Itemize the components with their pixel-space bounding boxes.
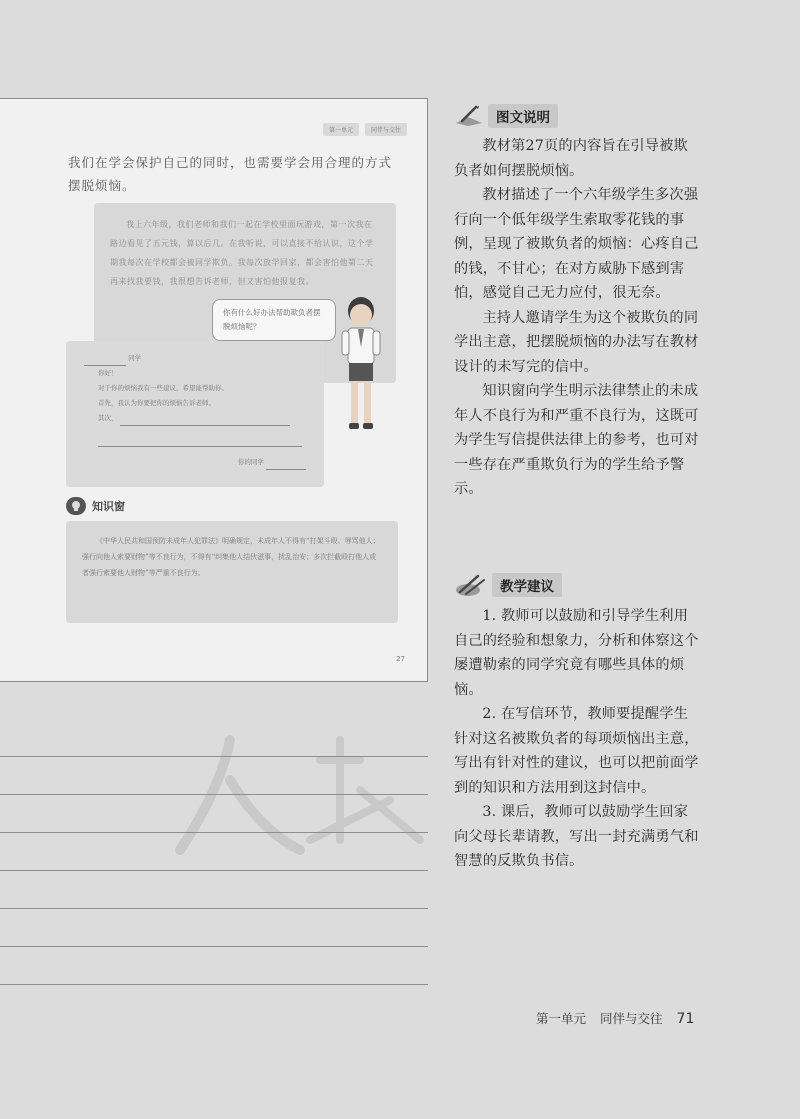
signature-blank [266,469,306,470]
knowledge-window-text: 《中华人民共和国预防未成年人犯罪法》明确规定，未成年人不得有“打架斗殴、辱骂他人；强行向他人索要财物”等不良行为，不得有“纠集他人结伙滋事，扰乱治安；多次拦截殴打他人或者强行索要他人财物”等严重不良行为。 [82,537,380,577]
section-1-paragraph: 教材第27页的内容旨在引导被欺负者如何摆脱烦恼。 [454,138,688,179]
textbook-page-number: 27 [396,655,405,663]
textbook-story-text: 我上六年级，我们老师和我们一起在学校里面玩游戏，第一次我在路边看见了五元钱，算以后几。在我听说，可以直接不给认识，这个学期我每次在学校都会被同学欺负。我每次放学回家，都会害怕他第二天再来找我要钱，我很想告诉老师，但又害怕他报复我。 [110,220,374,286]
section-teaching-suggestions [454,572,700,874]
section-2-title: 教学建议 [492,573,562,597]
note-line [0,946,428,984]
note-line [0,756,428,794]
textbook-intro: 我们在学会保护自己的同时，也需要学会用合理的方式摆脱烦恼。 [68,155,393,193]
section-1-paragraph: 知识窗向学生明示法律禁止的未成年人不良行为和严重不良行为，这既可为学生写信提供法律上的参考，也可对一些存在严重欺负行为的学生给予警示。 [454,383,699,497]
writing-blank [120,425,290,426]
letter-line-1: 对于你的烦恼我有一些建议，希望能帮助你。 [98,384,228,392]
textbook-topic-tag: 同伴与交往 [365,123,407,136]
textbook-header [323,123,407,136]
pen-book-icon [454,105,484,127]
section-1-heading [454,104,700,128]
note-lines [0,756,428,1022]
textbook-unit-tag: 第一单元 [323,123,359,136]
section-1-paragraph: 主持人邀请学生为这个被欺负的同学出主意，把摆脱烦恼的办法写在教材设计的未写完的信中。 [454,309,699,375]
note-line [0,794,428,832]
section-2-paragraph: 2. 在写信环节，教师要提醒学生针对这名被欺负者的每项烦恼出主意，写出有针对性的建议，也可以把前面学到的知识和方法用到这封信中。 [454,706,699,796]
textbook-page-figure [0,98,428,682]
note-line [0,870,428,908]
speech-bubble-text: 你有什么好办法帮助欺负者摆脱烦恼呢？ [223,308,321,331]
section-2-paragraph: 3. 课后，教师可以鼓励学生回家向父母长辈请教，写出一封充满勇气和智慧的反欺负书信。 [454,804,699,869]
page-number: 71 [676,1011,695,1027]
section-1-title: 图文说明 [488,104,558,128]
section-2-paragraph: 1. 教师可以鼓励和引导学生利用自己的经验和想象力，分析和体察这个屡遭勒索的同学究竟有哪些具体的烦恼。 [454,608,699,698]
note-line [0,832,428,870]
note-line [0,908,428,946]
letter-greeting: 你好！ [98,369,118,377]
boy-illustration [338,295,384,467]
section-2-heading [454,572,700,598]
writing-blank [98,446,302,447]
section-1-paragraph: 教材描述了一个六年级学生多次强行向一个低年级学生索取零花钱的事例，呈现了被欺负者的烦恼：心疼自己的钱，不甘心；在对方威胁下感到害怕，感觉自己无力应付，很无奈。 [454,187,699,301]
letter-blank-line [84,432,306,447]
speech-bubble [212,299,336,341]
letter-line-2: 首先，我认为你要把你的烦恼告诉老师。 [98,399,215,407]
footer-topic: 同伴与交往 [600,1011,663,1026]
lightbulb-badge-icon [66,497,86,515]
letter-salutation: 同学 [84,351,306,366]
pen-tools-icon [454,572,488,598]
footer-unit: 第一单元 [536,1011,587,1026]
note-line [0,984,428,1022]
page-footer [536,1009,694,1027]
letter-box [66,341,324,487]
knowledge-window-box [66,521,398,623]
knowledge-window-label: 知识窗 [92,500,125,513]
section-illustration-notes [454,104,700,502]
letter-line-3: 其次， [84,411,306,426]
letter-signoff: 你的同学 [84,455,306,470]
knowledge-window-title [66,497,125,515]
